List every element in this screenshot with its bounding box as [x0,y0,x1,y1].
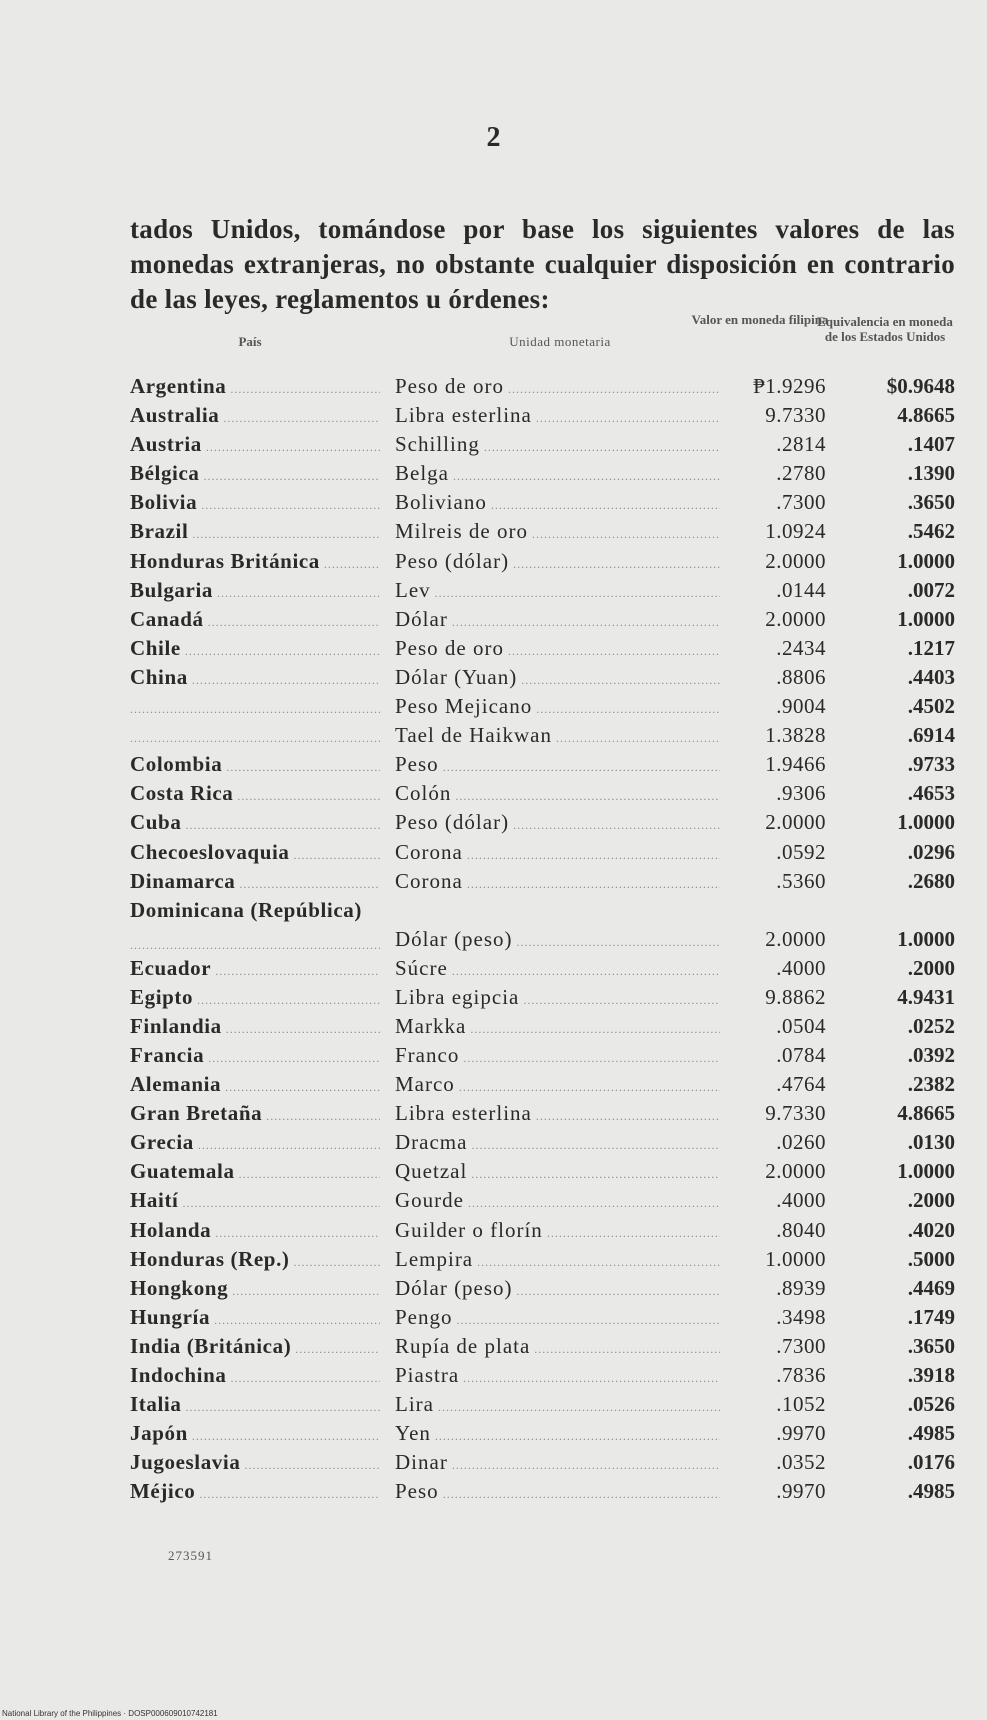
country-cell: Austria ..... [130,430,380,462]
value-peso-cell: .9306 [776,781,826,806]
table-row [110,1099,955,1128]
country-cell: Argentina ..... [130,372,380,404]
value-peso-cell: .3498 [776,1304,826,1329]
value-usd-cell: .2382 [907,1072,955,1097]
table-row [110,605,955,634]
header-valor: Valor en moneda filipina [691,312,829,327]
value-peso-cell: .0504 [776,1013,826,1038]
table-row [110,1477,955,1506]
value-peso-cell: 9.7330 [765,403,826,428]
value-usd-cell: .4502 [907,694,955,719]
table-row [110,1128,955,1157]
currency-unit-cell: Dólar (Yuan) ..... [395,663,720,695]
footer-code: 273591 [168,1548,213,1563]
currency-unit-cell: Corona ..... [395,867,720,899]
country-cell: Méjico ..... [130,1477,380,1509]
value-usd-cell: .2000 [907,955,955,980]
table-row [110,401,955,430]
value-usd-cell: 4.8665 [897,403,955,428]
country-cell: India (Británica) ..... [130,1332,380,1364]
archive-note: National Library of the Philippines · DOSP000609010742181 [2,1709,218,1718]
currency-unit-cell: Lev ..... [395,576,720,608]
currency-unit-cell: Schilling ..... [395,430,720,462]
value-peso-cell: .2434 [776,635,826,660]
country-cell: Bulgaria ..... [130,576,380,608]
value-peso-cell: .9970 [776,1421,826,1446]
value-usd-cell: .4403 [907,664,955,689]
table-row [110,1245,955,1274]
value-peso-cell: ₱1.9296 [753,374,826,398]
table-header [110,312,955,372]
currency-unit-cell: Franco ..... [395,1041,720,1073]
country-cell: Australia ..... [130,401,380,433]
value-usd-cell: 1.0000 [897,548,955,573]
exchange-table [110,312,955,1506]
table-row [110,372,955,401]
value-usd-cell: .3650 [907,490,955,515]
table-row [110,1012,955,1041]
table-row [110,750,955,779]
country-cell: Alemania ..... [130,1070,380,1102]
value-peso-cell: 2.0000 [765,1159,826,1184]
currency-unit-cell: Dólar (peso) ..... [395,1274,720,1306]
value-usd-cell: .1217 [907,635,955,660]
currency-unit-cell: Peso (dólar) ..... [395,547,720,579]
country-cell [130,692,380,724]
table-body [110,372,955,1506]
country-cell: Finlandia ..... [130,1012,380,1044]
country-cell: Francia ..... [130,1041,380,1073]
value-usd-cell: .4985 [907,1479,955,1504]
currency-unit-cell: Corona ..... [395,838,720,870]
value-peso-cell: .9004 [776,694,826,719]
currency-unit-cell: Dólar ..... [395,605,720,637]
value-peso-cell: 2.0000 [765,926,826,951]
value-peso-cell: .0592 [776,839,826,864]
table-row [110,1157,955,1186]
value-peso-cell: .7300 [776,1333,826,1358]
value-peso-cell: 2.0000 [765,606,826,631]
value-peso-cell: .4000 [776,955,826,980]
country-cell: Haití ..... [130,1186,380,1218]
value-usd-cell: .0072 [907,577,955,602]
value-peso-cell: 2.0000 [765,548,826,573]
country-cell [130,721,380,753]
value-peso-cell: .4764 [776,1072,826,1097]
currency-unit-cell: Rupía de plata ..... [395,1332,720,1364]
table-row [110,867,955,896]
country-cell: Grecia ..... [130,1128,380,1160]
country-cell: Holanda ..... [130,1216,380,1248]
value-peso-cell: .0144 [776,577,826,602]
country-cell: Cuba ..... [130,808,380,840]
header-unidad: Unidad monetaria [509,334,611,349]
page-number: 2 [486,122,501,153]
header-pais: País [238,334,262,349]
country-cell: Hungría ..... [130,1303,380,1335]
table-row [110,896,955,954]
country-cell: Checoeslovaquia ..... [130,838,380,870]
country-cell: Bélgica ..... [130,459,380,491]
table-row [110,1361,955,1390]
currency-unit-cell: Milreis de oro ..... [395,517,720,549]
currency-unit-cell: Tael de Haikwan ..... [395,721,720,753]
table-row [110,1186,955,1215]
country-cell: Canadá ..... [130,605,380,637]
value-usd-cell: .4469 [907,1275,955,1300]
table-row [110,430,955,459]
country-cell: Honduras Británica ..... [130,547,380,579]
currency-unit-cell: Piastra ..... [395,1361,720,1393]
country-cell: Colombia ..... [130,750,380,782]
currency-unit-cell: Lempira ..... [395,1245,720,1277]
country-cell: Italia ..... [130,1390,380,1422]
value-peso-cell: .2814 [776,432,826,457]
value-usd-cell: .0176 [907,1450,955,1475]
currency-unit-cell: Pengo ..... [395,1303,720,1335]
value-peso-cell: .7300 [776,490,826,515]
value-usd-cell: .0252 [907,1013,955,1038]
currency-unit-cell: Gourde ..... [395,1186,720,1218]
table-row [110,517,955,546]
table-row [110,1332,955,1361]
value-peso-cell: 9.7330 [765,1101,826,1126]
currency-unit-cell: Peso (dólar) ..... [395,808,720,840]
country-cell: Dominicana (República) ..... [130,896,380,960]
currency-unit-cell: Peso Mejicano ..... [395,692,720,724]
value-usd-cell: 1.0000 [897,606,955,631]
value-usd-cell: .4985 [907,1421,955,1446]
country-cell: Brazil ..... [130,517,380,549]
country-cell: Jugoeslavia ..... [130,1448,380,1480]
value-usd-cell: .6914 [907,723,955,748]
value-usd-cell: 4.9431 [897,984,955,1009]
value-usd-cell: 1.0000 [897,810,955,835]
value-peso-cell: 1.0924 [765,519,826,544]
table-row [110,983,955,1012]
currency-unit-cell: Marco ..... [395,1070,720,1102]
currency-unit-cell: Yen ..... [395,1419,720,1451]
value-peso-cell: .2780 [776,461,826,486]
table-row [110,547,955,576]
currency-unit-cell: Dinar ..... [395,1448,720,1480]
country-cell: Indochina ..... [130,1361,380,1393]
table-row [110,808,955,837]
currency-unit-cell: Peso de oro ..... [395,634,720,666]
value-usd-cell: .3650 [907,1333,955,1358]
currency-unit-cell: Dólar (peso) ..... [395,925,720,957]
country-cell: China ..... [130,663,380,695]
value-usd-cell: .5462 [907,519,955,544]
country-cell: Costa Rica ..... [130,779,380,811]
currency-unit-cell: Belga ..... [395,459,720,491]
table-row [110,721,955,750]
country-cell: Egipto ..... [130,983,380,1015]
table-row [110,1303,955,1332]
table-row [110,663,955,692]
currency-unit-cell: Colón ..... [395,779,720,811]
table-row [110,838,955,867]
currency-unit-cell: Markka ..... [395,1012,720,1044]
value-peso-cell: 1.3828 [765,723,826,748]
value-usd-cell: $0.9648 [886,374,955,398]
value-peso-cell: .4000 [776,1188,826,1213]
currency-unit-cell: Libra esterlina ..... [395,401,720,433]
table-row [110,1448,955,1477]
table-row [110,1419,955,1448]
table-row [110,1070,955,1099]
value-usd-cell: .0296 [907,839,955,864]
country-cell: Hongkong ..... [130,1274,380,1306]
country-cell: Gran Bretaña ..... [130,1099,380,1131]
country-cell: Chile ..... [130,634,380,666]
value-usd-cell: .0392 [907,1042,955,1067]
value-peso-cell: .0260 [776,1130,826,1155]
value-usd-cell: .5000 [907,1246,955,1271]
value-peso-cell: .7836 [776,1363,826,1387]
value-peso-cell: .9970 [776,1479,826,1504]
value-usd-cell: .4020 [907,1217,955,1242]
value-peso-cell: 9.8862 [765,984,826,1009]
table-row [110,1041,955,1070]
value-usd-cell: 1.0000 [897,926,955,951]
currency-unit-cell: Dracma ..... [395,1128,720,1160]
currency-unit-cell: Peso ..... [395,1477,720,1509]
value-usd-cell: .1749 [907,1304,955,1329]
currency-unit-cell: Boliviano ..... [395,488,720,520]
value-usd-cell: 4.8665 [897,1101,955,1126]
currency-unit-cell: Peso de oro ..... [395,372,720,404]
country-cell: Japón ..... [130,1419,380,1451]
value-usd-cell: .4653 [907,781,955,806]
value-usd-cell: .1407 [907,432,955,457]
currency-unit-cell: Peso ..... [395,750,720,782]
value-peso-cell: 1.9466 [765,752,826,777]
value-usd-cell: 1.0000 [897,1159,955,1184]
table-row [110,692,955,721]
country-cell: Honduras (Rep.) ..... [130,1245,380,1277]
currency-unit-cell: Quetzal ..... [395,1157,720,1189]
value-usd-cell: .2680 [907,868,955,893]
currency-unit-cell: Guilder o florín ..... [395,1216,720,1248]
value-peso-cell: .8040 [776,1217,826,1242]
value-peso-cell: .8939 [776,1275,826,1300]
country-cell: Ecuador ..... [130,954,380,986]
table-row [110,488,955,517]
table-row [110,459,955,488]
table-row [110,954,955,983]
country-cell: Bolivia ..... [130,488,380,520]
value-peso-cell: 2.0000 [765,810,826,835]
intro-paragraph: tados Unidos, tomándose por base los siguientes valores de las monedas extranjeras, no obstante cualquier disposición en contrario de las leyes, reglamentos u órdenes: [130,214,955,314]
table-row [110,1274,955,1303]
currency-unit-cell: Lira ..... [395,1390,720,1422]
value-usd-cell: .0130 [907,1130,955,1155]
currency-unit-cell: Libra egipcia ..... [395,983,720,1015]
table-row [110,634,955,663]
value-usd-cell: .3918 [907,1363,955,1387]
currency-unit-cell: Súcre ..... [395,954,720,986]
value-usd-cell: .1390 [907,461,955,486]
value-peso-cell: .5360 [776,868,826,893]
value-peso-cell: .1052 [776,1392,826,1417]
value-peso-cell: .0352 [776,1450,826,1475]
table-row [110,576,955,605]
value-usd-cell: .2000 [907,1188,955,1213]
value-peso-cell: .0784 [776,1042,826,1067]
country-cell: Dinamarca ..... [130,867,380,899]
currency-unit-cell: Libra esterlina ..... [395,1099,720,1131]
value-usd-cell: .9733 [907,752,955,777]
value-peso-cell: 1.0000 [765,1246,826,1271]
header-equivalencia: Equivalencia en moneda de los Estados Unidos [817,314,953,344]
table-row [110,779,955,808]
value-usd-cell: .0526 [907,1392,955,1417]
country-cell: Guatemala ..... [130,1157,380,1189]
table-row [110,1216,955,1245]
table-row [110,1390,955,1419]
value-peso-cell: .8806 [776,664,826,689]
